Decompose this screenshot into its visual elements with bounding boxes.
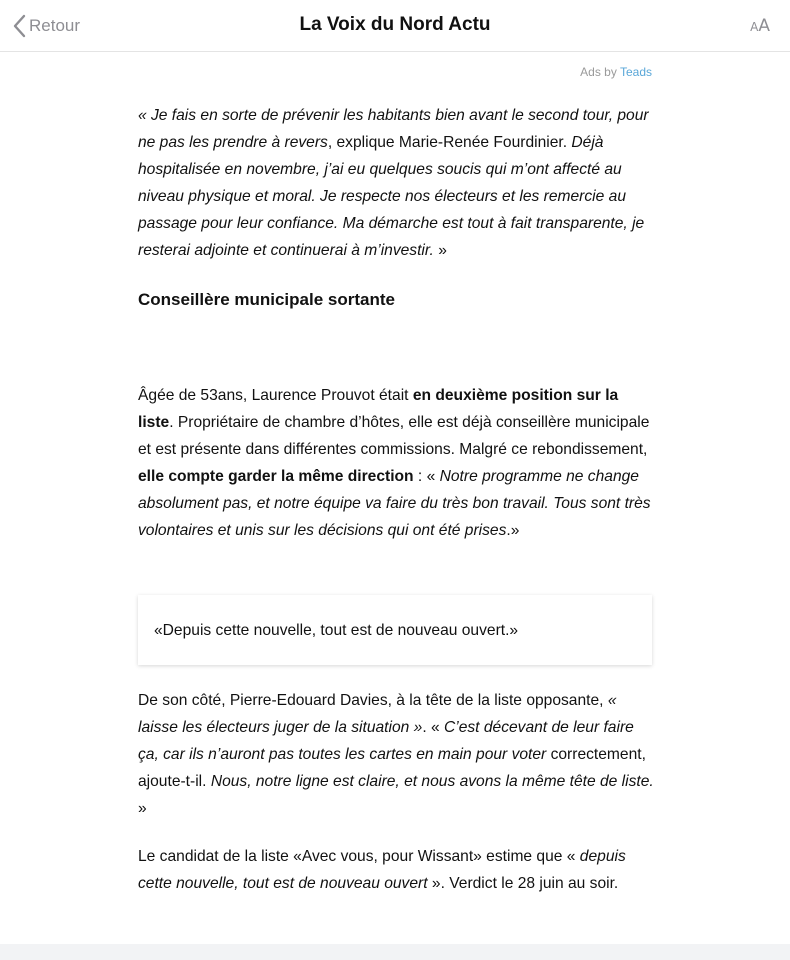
text-size-large-glyph: A: [758, 16, 770, 36]
quote-text: « laisse les électeurs juger de la situation »: [138, 692, 617, 736]
bold-text: elle compte garder la même direction: [138, 468, 414, 485]
text-run: »: [138, 800, 147, 817]
text-run: De son côté, Pierre-Edouard Davies, à la tête de la liste opposante,: [138, 692, 608, 709]
pull-quote: «Depuis cette nouvelle, tout est de nouveau ouvert.»: [138, 595, 652, 665]
section-heading: Conseillère municipale sortante: [138, 290, 395, 309]
text-run: . «: [422, 719, 444, 736]
text-size-button[interactable]: [750, 16, 770, 36]
text-run: .»: [506, 522, 520, 539]
text-run: : «: [413, 468, 440, 485]
text-run: . Propriétaire de chambre d’hôtes, elle est déjà conseillère municipale et est présente dans différentes commissions. Malgré ce rebondissement,: [138, 414, 650, 458]
text-run: Le candidat de la liste «Avec vous, pour Wissant» estime que «: [138, 848, 580, 865]
ads-brand-link[interactable]: Teads: [619, 65, 652, 79]
quote-text: depuis cette nouvelle, tout est de nouveau ouvert: [138, 848, 626, 892]
attribution-text: , explique Marie-Renée Fourdinier.: [327, 134, 572, 151]
top-navigation-bar: [0, 0, 790, 52]
paragraph-fourdinier-quote: [138, 102, 656, 264]
quote-text: Nous, notre ligne est claire, et nous avons la même tête de liste.: [210, 773, 654, 790]
text-size-small-glyph: A: [750, 20, 759, 34]
text-run: Âgée de 53ans, Laurence Prouvot était: [138, 387, 413, 404]
bottom-toolbar-edge: [0, 944, 790, 960]
paragraph-avec-vous: [138, 843, 656, 897]
quote-text: C’est décevant de leur faire ça, car ils n’auront pas toutes les cartes en main pour voter: [138, 719, 634, 763]
ads-attribution: [580, 65, 652, 79]
paragraph-davies: [138, 687, 656, 822]
quote-text: Déjà hospitalisée en novembre, j’ai eu quelques soucis qui m’ont affecté au niveau physique et moral. Je respecte nos électeurs et les remercie au passage pour leur confiance. Ma démarche est tout à fait transparente, je resterai adjointe et continuerai à m’investir.: [138, 134, 645, 259]
bold-text: en deuxième position sur la liste: [138, 387, 619, 431]
ads-prefix: Ads by: [580, 65, 620, 79]
text-run: correctement, ajoute-t-il.: [138, 746, 646, 790]
quote-text: « Je fais en sorte de prévenir les habitants bien avant le second tour, pour ne pas les prendre à revers: [138, 107, 649, 151]
closing-quote: »: [433, 242, 447, 259]
text-run: ». Verdict le 28 juin au soir.: [427, 875, 619, 892]
quote-text: Notre programme ne change absolument pas, et notre équipe va faire du très bon travail. Tous sont très volontaires et unis sur les décisions qui ont été prises: [138, 468, 651, 539]
back-label: Retour: [29, 16, 81, 35]
app-title: La Voix du Nord Actu: [299, 14, 491, 35]
paragraph-prouvot: [138, 382, 656, 544]
